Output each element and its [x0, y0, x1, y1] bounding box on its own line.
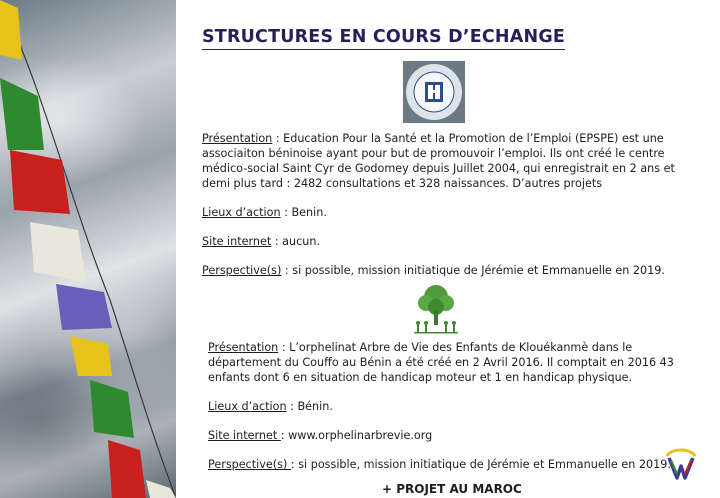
perspective-label: Perspective(s) — [208, 458, 291, 471]
prayer-flags-icon — [0, 0, 176, 498]
perspective-text: : si possible, mission initiatique de Jérémie et Emmanuelle en 2019. — [281, 264, 665, 277]
epspe-logo-icon — [403, 61, 465, 123]
page-title: STRUCTURES EN COURS D’ECHANGE — [202, 27, 565, 50]
site-paragraph — [202, 234, 702, 249]
presentation-paragraph — [208, 340, 708, 385]
tree-of-life-logo-icon — [412, 283, 460, 335]
site-label: Site internet — [208, 429, 281, 442]
hands-logo-icon — [661, 444, 701, 484]
site-text: : www.orphelinarbrevie.org — [280, 429, 433, 442]
perspective-text: : si possible, mission initiatique de Jérémie et Emmanuelle en 2019. — [290, 458, 671, 471]
presentation-label: Présentation — [202, 132, 273, 145]
lieux-label: Lieux d’action — [208, 400, 287, 413]
lieux-text: : Benin. — [280, 206, 327, 219]
perspective-paragraph — [202, 263, 702, 278]
lieux-label: Lieux d’action — [202, 206, 281, 219]
presentation-text: : Education Pour la Santé et la Promotion de l’Emploi (EPSPE) est une associaiton béninoise ayant pour but de promouvoir l’emploi. Ils ont créé le centre médico-social Saint Cyr de Godomey depuis Juillet 2004, qui enregistrait en 2 ans et demi plus tard : 2482 consultations et 328 naissances. D’autres projets — [202, 132, 675, 190]
lieux-paragraph — [202, 205, 702, 220]
site-paragraph — [208, 428, 708, 443]
lieux-paragraph — [208, 399, 708, 414]
perspective-label: Perspective(s) — [202, 264, 282, 277]
site-label: Site internet — [202, 235, 272, 248]
lieux-text: : Bénin. — [286, 400, 333, 413]
site-text: : aucun. — [271, 235, 320, 248]
perspective-paragraph — [208, 457, 708, 472]
prayer-flags-photo — [0, 0, 176, 498]
presentation-paragraph — [202, 131, 702, 191]
org-epspe-block — [202, 131, 702, 278]
presentation-text: : L’orphelinat Arbre de Vie des Enfants de Klouékanmè dans le département du Couffo au Bénin a été créé en 2 Avril 2016. Il comptait en 2016 43 enfants dont 6 en situation de handicap moteur et 1 en handicap physique. — [208, 341, 674, 384]
footer-project-maroc: + PROJET AU MAROC — [382, 482, 522, 496]
org-orphelinat-block — [208, 340, 708, 472]
presentation-label: Présentation — [208, 341, 279, 354]
